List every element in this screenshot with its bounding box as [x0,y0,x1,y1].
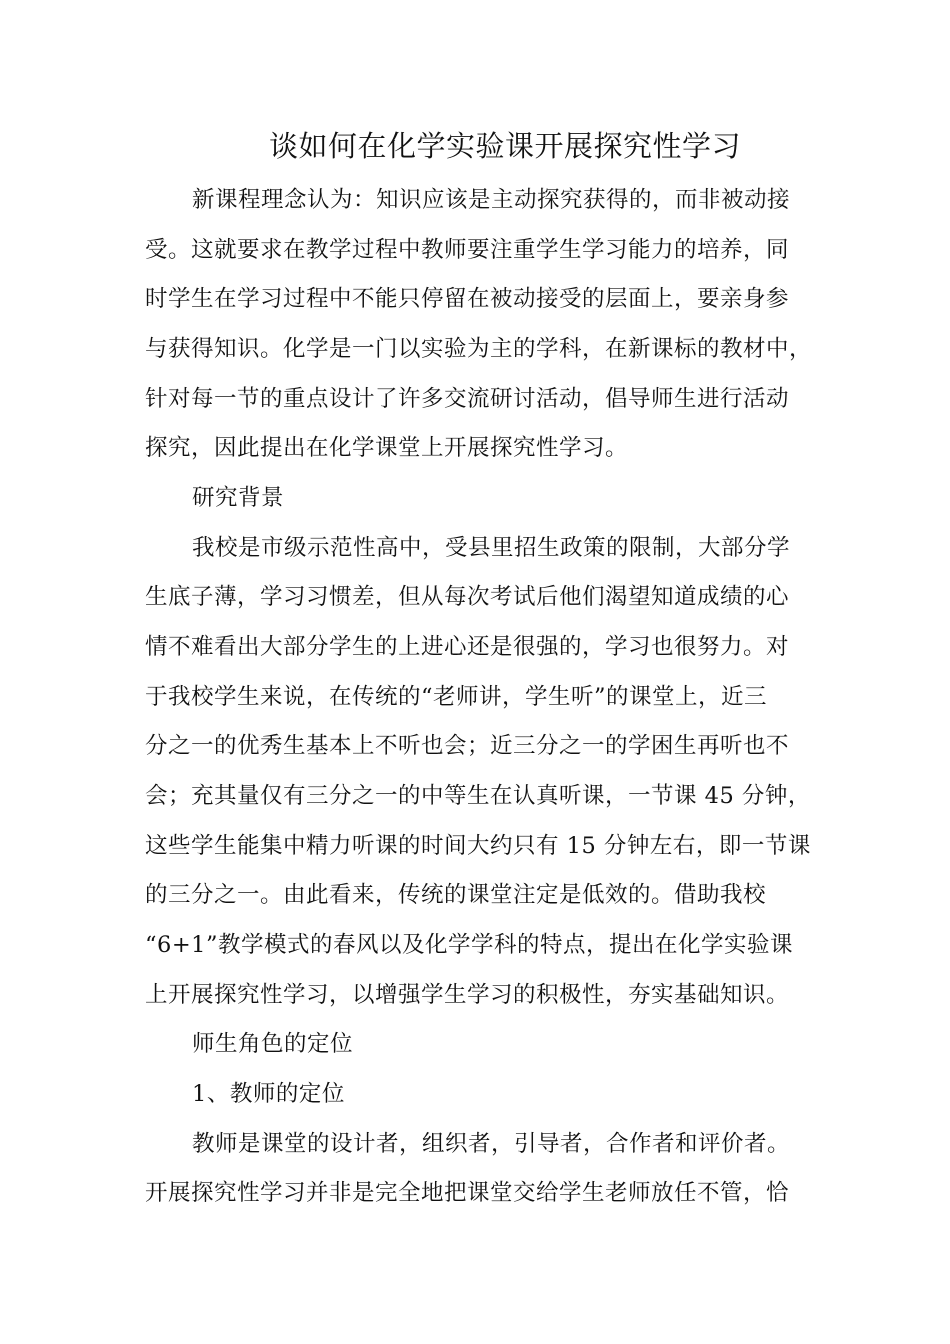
text-line: 生底子薄，学习习惯差，但从每次考试后他们渴望知道成绩的心 [145,584,790,610]
document-title: 谈如何在化学实验课开展探究性学习 [268,129,741,163]
text-line: 时学生在学习过程中不能只停留在被动接受的层面上，要亲身参 [145,286,790,312]
text-line: 探究，因此提出在化学课堂上开展探究性学习。 [145,435,629,461]
text-line: 受。这就要求在教学过程中教师要注重学生学习能力的培养，同 [145,237,790,263]
text-line: 这些学生能集中精力听课的时间大约只有 15 分钟左右，即一节课 [145,833,811,859]
section-heading: 研究背景 [192,485,285,511]
subsection-heading: 1、教师的定位 [192,1081,345,1107]
text-line: 教师是课堂的设计者，组织者，引导者，合作者和评价者。 [192,1131,791,1157]
text-line: 针对每一节的重点设计了许多交流研讨活动，倡导师生进行活动 [145,386,790,412]
section-heading: 师生角色的定位 [192,1031,354,1057]
text-line: 会；充其量仅有三分之一的中等生在认真听课，一节课 45 分钟， [145,783,811,809]
text-line: 的三分之一。由此看来，传统的课堂注定是低效的。借助我校 [145,882,767,908]
text-line: 情不难看出大部分学生的上进心还是很强的，学习也很努力。对 [145,634,790,660]
text-line: 分之一的优秀生基本上不听也会；近三分之一的学困生再听也不 [145,733,790,759]
text-line: “6+1”教学模式的春风以及化学学科的特点，提出在化学实验课 [145,932,793,958]
text-line: 开展探究性学习并非是完全地把课堂交给学生老师放任不管，恰 [145,1180,790,1206]
text-line: 于我校学生来说，在传统的“老师讲，学生听”的课堂上，近三 [145,684,768,710]
text-line: 我校是市级示范性高中，受县里招生政策的限制，大部分学 [192,535,791,561]
text-line: 上开展探究性学习，以增强学生学习的积极性，夯实基础知识。 [145,982,790,1008]
text-line: 新课程理念认为：知识应该是主动探究获得的，而非被动接 [192,187,791,213]
text-line: 与获得知识。化学是一门以实验为主的学科，在新课标的教材中， [145,336,813,362]
